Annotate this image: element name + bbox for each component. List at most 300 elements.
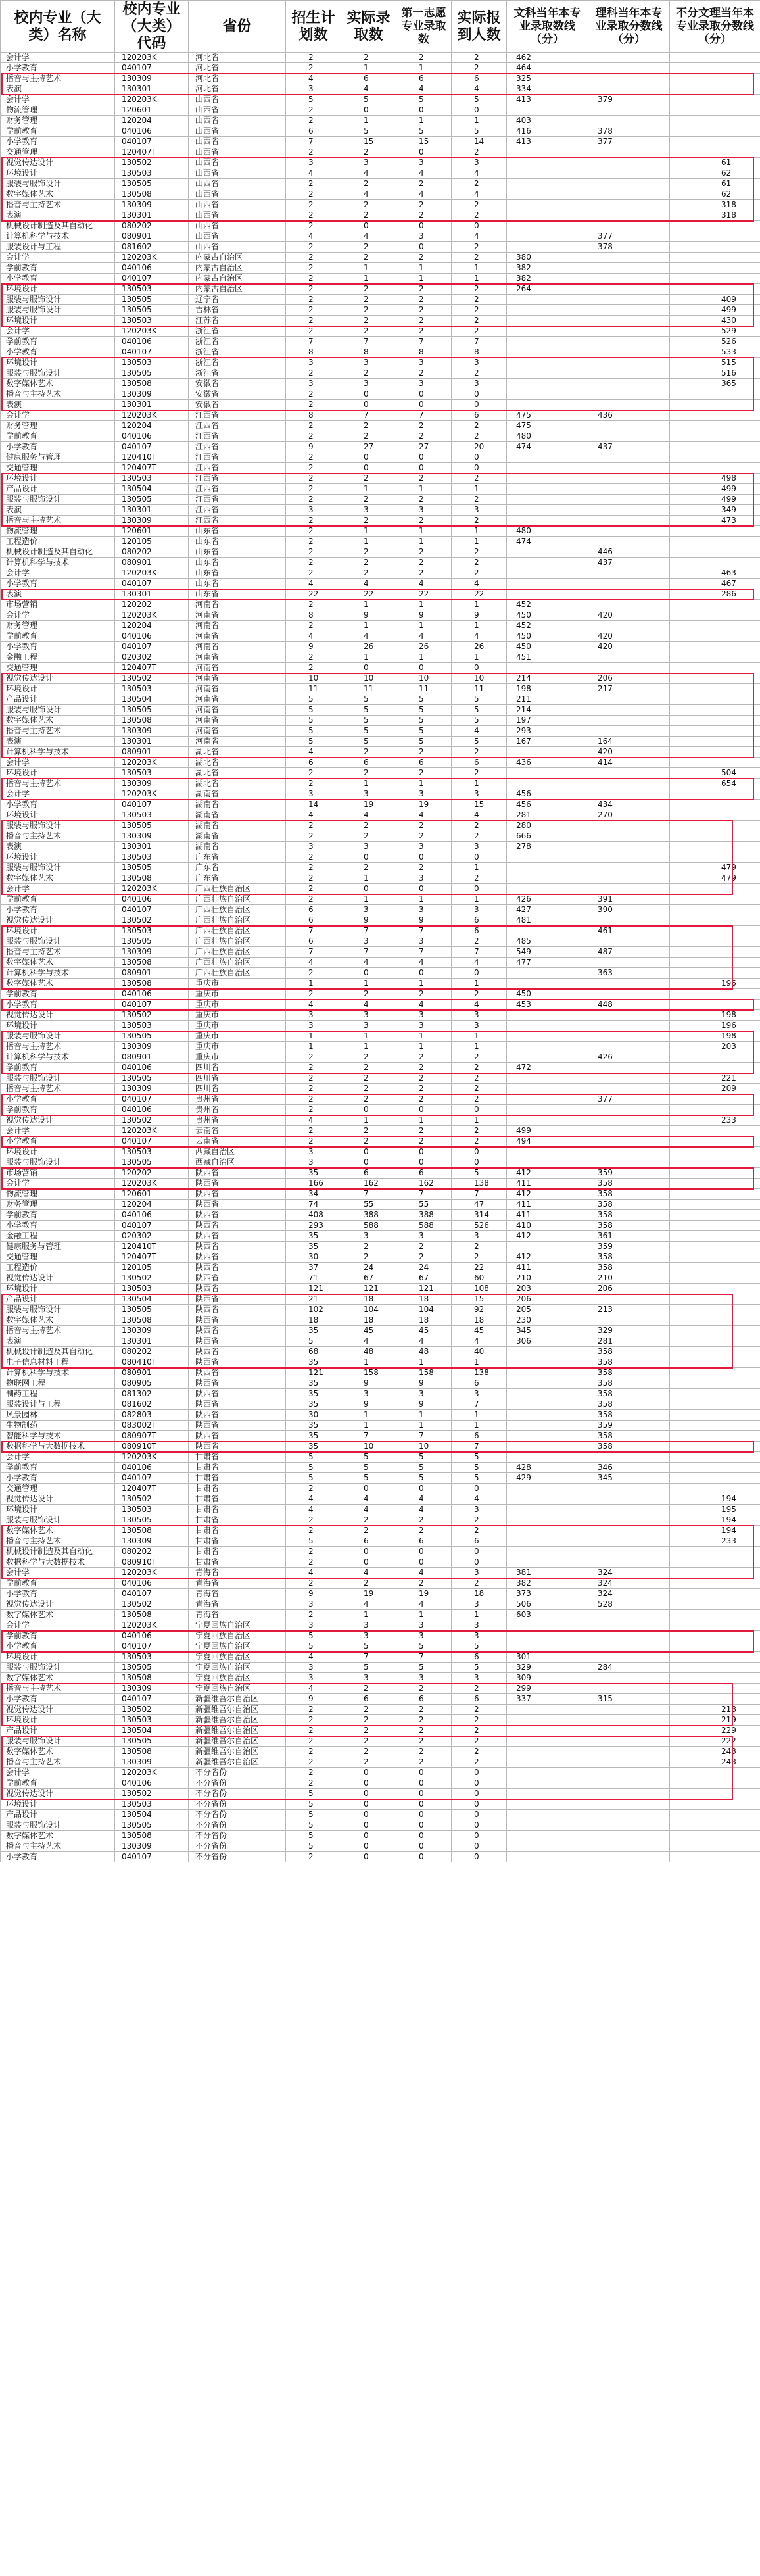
- cell-major-name: 数字媒体艺术: [1, 958, 115, 968]
- cell-major-name: 学前教育: [1, 263, 115, 274]
- cell-admitted-count: 1: [341, 1357, 396, 1368]
- cell-plan-count: 2: [286, 147, 341, 158]
- cell-major-name: 表演: [1, 842, 115, 852]
- cell-plan-count: 1: [286, 1031, 341, 1042]
- table-row: [1, 1820, 760, 1831]
- cell-science-score: 391: [588, 894, 670, 905]
- cell-major-name: 会计学: [1, 410, 115, 421]
- cell-major-code: 120204: [115, 421, 189, 431]
- cell-unified-score: [670, 1410, 760, 1421]
- cell-science-score: [588, 831, 670, 842]
- cell-enrolled-count: 2: [452, 1073, 507, 1084]
- table-row: [1, 726, 760, 737]
- cell-science-score: 358: [588, 1200, 670, 1210]
- cell-province: 吉林省: [189, 305, 286, 316]
- cell-major-name: 小学教育: [1, 1094, 115, 1105]
- cell-plan-count: 2: [286, 242, 341, 253]
- cell-plan-count: 4: [286, 1568, 341, 1578]
- cell-first-choice-count: 6: [396, 1168, 452, 1179]
- cell-science-score: 420: [588, 631, 670, 642]
- cell-admitted-count: 388: [341, 1210, 396, 1221]
- table-row: [1, 1189, 760, 1200]
- cell-first-choice-count: 2: [396, 1073, 452, 1084]
- cell-major-name: 会计学: [1, 53, 115, 63]
- cell-science-score: 358: [588, 1442, 670, 1452]
- cell-major-name: 环境设计: [1, 1715, 115, 1726]
- cell-first-choice-count: 1: [396, 1421, 452, 1431]
- cell-unified-score: [670, 1347, 760, 1357]
- cell-first-choice-count: 1: [396, 1357, 452, 1368]
- cell-first-choice-count: 2: [396, 768, 452, 779]
- cell-province: 浙江省: [189, 358, 286, 368]
- cell-first-choice-count: 5: [396, 126, 452, 137]
- cell-arts-score: 428: [507, 1463, 588, 1473]
- cell-enrolled-count: 6: [452, 74, 507, 84]
- cell-unified-score: [670, 1799, 760, 1810]
- table-row: [1, 347, 760, 358]
- cell-unified-score: [670, 547, 760, 558]
- cell-admitted-count: 1: [341, 274, 396, 284]
- cell-first-choice-count: 0: [396, 1778, 452, 1789]
- cell-major-code: 130508: [115, 1673, 189, 1684]
- table-row: [1, 137, 760, 147]
- cell-first-choice-count: 5: [396, 737, 452, 747]
- cell-admitted-count: 6: [341, 1168, 396, 1179]
- cell-major-name: 交通管理: [1, 147, 115, 158]
- cell-enrolled-count: 2: [452, 474, 507, 484]
- cell-major-name: 工程造价: [1, 537, 115, 547]
- cell-major-code: 130503: [115, 316, 189, 326]
- cell-province: 浙江省: [189, 326, 286, 337]
- cell-arts-score: 278: [507, 842, 588, 852]
- cell-admitted-count: 0: [341, 400, 396, 410]
- cell-province: 河北省: [189, 53, 286, 63]
- cell-admitted-count: 0: [341, 105, 396, 116]
- cell-enrolled-count: 3: [452, 1231, 507, 1242]
- table-row: [1, 1705, 760, 1715]
- cell-arts-score: [507, 1494, 588, 1505]
- cell-unified-score: 479: [670, 863, 760, 873]
- cell-province: 安徽省: [189, 379, 286, 389]
- cell-major-name: 播音与主持艺术: [1, 1084, 115, 1094]
- cell-plan-count: 5: [286, 1789, 341, 1799]
- cell-enrolled-count: 5: [452, 95, 507, 105]
- cell-enrolled-count: 2: [452, 242, 507, 253]
- cell-province: 新疆维吾尔自治区: [189, 1726, 286, 1736]
- cell-science-score: [588, 358, 670, 368]
- cell-science-score: [588, 989, 670, 1000]
- cell-enrolled-count: 18: [452, 1315, 507, 1326]
- cell-province: 新疆维吾尔自治区: [189, 1736, 286, 1747]
- cell-major-code: 040106: [115, 1631, 189, 1641]
- cell-first-choice-count: 2: [396, 210, 452, 221]
- cell-major-code: 130309: [115, 1684, 189, 1694]
- cell-enrolled-count: 5: [452, 737, 507, 747]
- cell-major-code: 130505: [115, 1031, 189, 1042]
- cell-arts-score: [507, 589, 588, 600]
- cell-major-name: 学前教育: [1, 1463, 115, 1473]
- cell-admitted-count: 4: [341, 1599, 396, 1610]
- cell-major-code: 130505: [115, 863, 189, 873]
- cell-province: 广西壮族自治区: [189, 958, 286, 968]
- cell-arts-score: [507, 558, 588, 568]
- cell-province: 甘肃省: [189, 1484, 286, 1494]
- cell-plan-count: 2: [286, 600, 341, 610]
- cell-unified-score: [670, 958, 760, 968]
- cell-first-choice-count: 0: [396, 1841, 452, 1852]
- cell-major-code: 040107: [115, 1094, 189, 1105]
- cell-enrolled-count: 2: [452, 1757, 507, 1768]
- cell-major-name: 服装与服饰设计: [1, 1073, 115, 1084]
- cell-first-choice-count: 2: [396, 1515, 452, 1526]
- cell-science-score: [588, 253, 670, 263]
- cell-science-score: 284: [588, 1663, 670, 1673]
- cell-major-name: 环境设计: [1, 926, 115, 936]
- cell-plan-count: 3: [286, 1663, 341, 1673]
- cell-plan-count: 2: [286, 200, 341, 210]
- cell-major-code: 040107: [115, 1641, 189, 1652]
- cell-plan-count: 2: [286, 400, 341, 410]
- cell-plan-count: 3: [286, 1147, 341, 1157]
- table-row: [1, 1442, 760, 1452]
- cell-admitted-count: 0: [341, 1852, 396, 1862]
- cell-enrolled-count: 1: [452, 779, 507, 789]
- cell-arts-score: [507, 579, 588, 589]
- cell-science-score: 378: [588, 242, 670, 253]
- cell-admitted-count: 2: [341, 1084, 396, 1094]
- cell-admitted-count: 0: [341, 463, 396, 474]
- cell-arts-score: [507, 168, 588, 179]
- cell-major-name: 服装与服饰设计: [1, 295, 115, 305]
- cell-major-code: 130502: [115, 1705, 189, 1715]
- cell-admitted-count: 3: [341, 1010, 396, 1021]
- cell-major-name: 视觉传达设计: [1, 1789, 115, 1799]
- cell-admitted-count: 3: [341, 1631, 396, 1641]
- cell-plan-count: 9: [286, 642, 341, 652]
- cell-province: 广西壮族自治区: [189, 894, 286, 905]
- cell-major-code: 040107: [115, 442, 189, 452]
- cell-unified-score: 233: [670, 1115, 760, 1126]
- cell-plan-count: 18: [286, 1315, 341, 1326]
- cell-arts-score: 198: [507, 684, 588, 694]
- cell-admitted-count: 1: [341, 979, 396, 989]
- cell-enrolled-count: 6: [452, 758, 507, 768]
- cell-unified-score: [670, 410, 760, 421]
- cell-major-name: 生物制药: [1, 1421, 115, 1431]
- cell-first-choice-count: 6: [396, 74, 452, 84]
- cell-major-name: 播音与主持艺术: [1, 200, 115, 210]
- cell-arts-score: 410: [507, 1221, 588, 1231]
- cell-first-choice-count: 0: [396, 884, 452, 894]
- cell-major-code: 120407T: [115, 1252, 189, 1263]
- table-row: [1, 936, 760, 947]
- cell-arts-score: [507, 463, 588, 474]
- table-row: [1, 284, 760, 295]
- cell-major-code: 120407T: [115, 663, 189, 673]
- cell-admitted-count: 9: [341, 1399, 396, 1410]
- cell-major-name: 健康服务与管理: [1, 452, 115, 463]
- table-row: [1, 547, 760, 558]
- cell-arts-score: [507, 505, 588, 516]
- cell-admitted-count: 0: [341, 1831, 396, 1841]
- cell-science-score: [588, 505, 670, 516]
- cell-first-choice-count: 22: [396, 589, 452, 600]
- cell-arts-score: 206: [507, 1294, 588, 1305]
- cell-admitted-count: 2: [341, 368, 396, 379]
- cell-province: 河北省: [189, 63, 286, 74]
- cell-major-code: 130505: [115, 179, 189, 189]
- cell-enrolled-count: 0: [452, 400, 507, 410]
- cell-major-name: 学前教育: [1, 989, 115, 1000]
- cell-first-choice-count: 3: [396, 842, 452, 852]
- cell-enrolled-count: 1: [452, 1042, 507, 1052]
- table-row: [1, 316, 760, 326]
- table-row: [1, 1599, 760, 1610]
- cell-province: 河南省: [189, 694, 286, 705]
- cell-arts-score: [507, 1094, 588, 1105]
- cell-major-name: 服装与服饰设计: [1, 368, 115, 379]
- cell-first-choice-count: 0: [396, 968, 452, 979]
- cell-admitted-count: 104: [341, 1305, 396, 1315]
- cell-admitted-count: 9: [341, 610, 396, 621]
- cell-arts-score: [507, 1820, 588, 1831]
- cell-science-score: [588, 768, 670, 779]
- cell-province: 山东省: [189, 526, 286, 537]
- cell-enrolled-count: 5: [452, 694, 507, 705]
- cell-province: 广西壮族自治区: [189, 936, 286, 947]
- cell-arts-score: [507, 1431, 588, 1442]
- cell-major-name: 播音与主持艺术: [1, 74, 115, 84]
- cell-major-code: 120105: [115, 537, 189, 547]
- cell-unified-score: [670, 1484, 760, 1494]
- cell-major-name: 数字媒体艺术: [1, 1673, 115, 1684]
- cell-enrolled-count: 2: [452, 1063, 507, 1073]
- cell-major-code: 130503: [115, 474, 189, 484]
- cell-plan-count: 5: [286, 1799, 341, 1810]
- cell-enrolled-count: 4: [452, 1336, 507, 1347]
- cell-admitted-count: 45: [341, 1326, 396, 1336]
- cell-arts-score: 472: [507, 1063, 588, 1073]
- cell-major-code: 130301: [115, 589, 189, 600]
- cell-arts-score: [507, 1031, 588, 1042]
- cell-first-choice-count: 4: [396, 579, 452, 589]
- cell-enrolled-count: 1: [452, 600, 507, 610]
- cell-unified-score: [670, 663, 760, 673]
- cell-enrolled-count: 2: [452, 326, 507, 337]
- cell-major-name: 交通管理: [1, 1484, 115, 1494]
- cell-major-code: 130505: [115, 295, 189, 305]
- cell-province: 陕西省: [189, 1168, 286, 1179]
- cell-major-name: 学前教育: [1, 1778, 115, 1789]
- cell-admitted-count: 1: [341, 526, 396, 537]
- cell-major-name: 产品设计: [1, 1294, 115, 1305]
- cell-arts-score: [507, 221, 588, 231]
- cell-province: 陕西省: [189, 1231, 286, 1242]
- cell-enrolled-count: 2: [452, 305, 507, 316]
- cell-enrolled-count: 2: [452, 1736, 507, 1747]
- cell-plan-count: 35: [286, 1399, 341, 1410]
- cell-major-name: 服装与服饰设计: [1, 1820, 115, 1831]
- cell-major-code: 120203K: [115, 610, 189, 621]
- cell-arts-score: 451: [507, 652, 588, 663]
- cell-province: 山西省: [189, 189, 286, 200]
- cell-arts-score: [507, 873, 588, 884]
- cell-enrolled-count: 0: [452, 1547, 507, 1557]
- cell-arts-score: [507, 1157, 588, 1168]
- cell-admitted-count: 6: [341, 758, 396, 768]
- table-row: [1, 1399, 760, 1410]
- cell-unified-score: [670, 1210, 760, 1221]
- table-row: [1, 1000, 760, 1010]
- cell-plan-count: 4: [286, 74, 341, 84]
- cell-science-score: [588, 452, 670, 463]
- cell-enrolled-count: 8: [452, 347, 507, 358]
- table-row: [1, 1841, 760, 1852]
- cell-first-choice-count: 9: [396, 915, 452, 926]
- cell-first-choice-count: 2: [396, 1736, 452, 1747]
- cell-plan-count: 5: [286, 694, 341, 705]
- cell-province: 广西壮族自治区: [189, 968, 286, 979]
- table-row: [1, 663, 760, 673]
- cell-unified-score: [670, 1431, 760, 1442]
- cell-major-name: 会计学: [1, 1568, 115, 1578]
- cell-first-choice-count: 5: [396, 1641, 452, 1652]
- cell-province: 四川省: [189, 1073, 286, 1084]
- cell-major-code: 081602: [115, 1399, 189, 1410]
- cell-plan-count: 6: [286, 905, 341, 915]
- cell-first-choice-count: 7: [396, 337, 452, 347]
- cell-arts-score: 325: [507, 74, 588, 84]
- cell-arts-score: [507, 400, 588, 410]
- cell-admitted-count: 3: [341, 379, 396, 389]
- cell-major-name: 视觉传达设计: [1, 1599, 115, 1610]
- table-row: [1, 1641, 760, 1652]
- cell-unified-score: [670, 452, 760, 463]
- table-row: [1, 621, 760, 631]
- cell-province: 陕西省: [189, 1357, 286, 1368]
- table-row: [1, 1526, 760, 1536]
- table-row: [1, 1357, 760, 1368]
- cell-unified-score: [670, 810, 760, 821]
- cell-major-name: 环境设计: [1, 1505, 115, 1515]
- cell-first-choice-count: 2: [396, 831, 452, 842]
- cell-science-score: [588, 421, 670, 431]
- cell-enrolled-count: 3: [452, 842, 507, 852]
- cell-first-choice-count: 2: [396, 1578, 452, 1589]
- cell-major-name: 学前教育: [1, 431, 115, 442]
- cell-first-choice-count: 5: [396, 95, 452, 105]
- cell-enrolled-count: 15: [452, 800, 507, 810]
- table-row: [1, 442, 760, 452]
- cell-enrolled-count: 5: [452, 1473, 507, 1484]
- cell-arts-score: [507, 358, 588, 368]
- cell-plan-count: 2: [286, 495, 341, 505]
- cell-admitted-count: 4: [341, 1494, 396, 1505]
- cell-science-score: [588, 1484, 670, 1494]
- cell-first-choice-count: 4: [396, 189, 452, 200]
- cell-unified-score: [670, 442, 760, 452]
- cell-province: 安徽省: [189, 389, 286, 400]
- cell-arts-score: [507, 147, 588, 158]
- cell-major-code: 040106: [115, 1578, 189, 1589]
- table-row: [1, 1084, 760, 1094]
- cell-admitted-count: 2: [341, 1747, 396, 1757]
- cell-enrolled-count: 3: [452, 1505, 507, 1515]
- cell-major-name: 小学教育: [1, 1000, 115, 1010]
- cell-unified-score: [670, 1768, 760, 1778]
- cell-first-choice-count: 0: [396, 1852, 452, 1862]
- cell-major-name: 交通管理: [1, 463, 115, 474]
- cell-first-choice-count: 9: [396, 610, 452, 621]
- cell-science-score: [588, 179, 670, 189]
- table-row: [1, 758, 760, 768]
- table-row: [1, 968, 760, 979]
- cell-province: 山西省: [189, 126, 286, 137]
- cell-major-code: 130508: [115, 1526, 189, 1536]
- cell-major-code: 120203K: [115, 1620, 189, 1631]
- cell-province: 江西省: [189, 452, 286, 463]
- cell-unified-score: 222: [670, 1736, 760, 1747]
- cell-first-choice-count: 0: [396, 105, 452, 116]
- cell-arts-score: 381: [507, 1568, 588, 1578]
- cell-first-choice-count: 1: [396, 274, 452, 284]
- cell-major-code: 130301: [115, 737, 189, 747]
- cell-province: 江西省: [189, 505, 286, 516]
- cell-enrolled-count: 0: [452, 1841, 507, 1852]
- cell-arts-score: 214: [507, 705, 588, 716]
- cell-science-score: 420: [588, 642, 670, 652]
- cell-unified-score: 473: [670, 516, 760, 526]
- cell-science-score: 434: [588, 800, 670, 810]
- cell-first-choice-count: 0: [396, 1547, 452, 1557]
- cell-major-code: 080905: [115, 1378, 189, 1389]
- cell-admitted-count: 2: [341, 326, 396, 337]
- cell-admitted-count: 2: [341, 284, 396, 295]
- cell-province: 贵州省: [189, 1105, 286, 1115]
- cell-major-code: 040106: [115, 1063, 189, 1073]
- cell-major-code: 130502: [115, 158, 189, 168]
- cell-major-code: 120601: [115, 1189, 189, 1200]
- table-row: [1, 242, 760, 253]
- cell-first-choice-count: 3: [396, 1389, 452, 1399]
- cell-plan-count: 2: [286, 1526, 341, 1536]
- cell-enrolled-count: 0: [452, 221, 507, 231]
- cell-unified-score: 499: [670, 495, 760, 505]
- cell-province: 甘肃省: [189, 1473, 286, 1484]
- cell-major-code: 130502: [115, 915, 189, 926]
- cell-unified-score: [670, 1399, 760, 1410]
- cell-first-choice-count: 3: [396, 905, 452, 915]
- cell-first-choice-count: 2: [396, 421, 452, 431]
- cell-unified-score: 654: [670, 779, 760, 789]
- cell-major-code: 130505: [115, 495, 189, 505]
- cell-admitted-count: 2: [341, 242, 396, 253]
- cell-enrolled-count: 3: [452, 158, 507, 168]
- cell-arts-score: 413: [507, 95, 588, 105]
- cell-first-choice-count: 2: [396, 1684, 452, 1694]
- cell-unified-score: [670, 1294, 760, 1305]
- cell-unified-score: 195: [670, 1505, 760, 1515]
- cell-first-choice-count: 2: [396, 821, 452, 831]
- cell-enrolled-count: 314: [452, 1210, 507, 1221]
- cell-first-choice-count: 4: [396, 1505, 452, 1515]
- cell-province: 陕西省: [189, 1431, 286, 1442]
- cell-admitted-count: 2: [341, 431, 396, 442]
- cell-first-choice-count: 8: [396, 347, 452, 358]
- cell-major-code: 130309: [115, 947, 189, 958]
- cell-arts-score: [507, 1641, 588, 1652]
- cell-first-choice-count: 2: [396, 1094, 452, 1105]
